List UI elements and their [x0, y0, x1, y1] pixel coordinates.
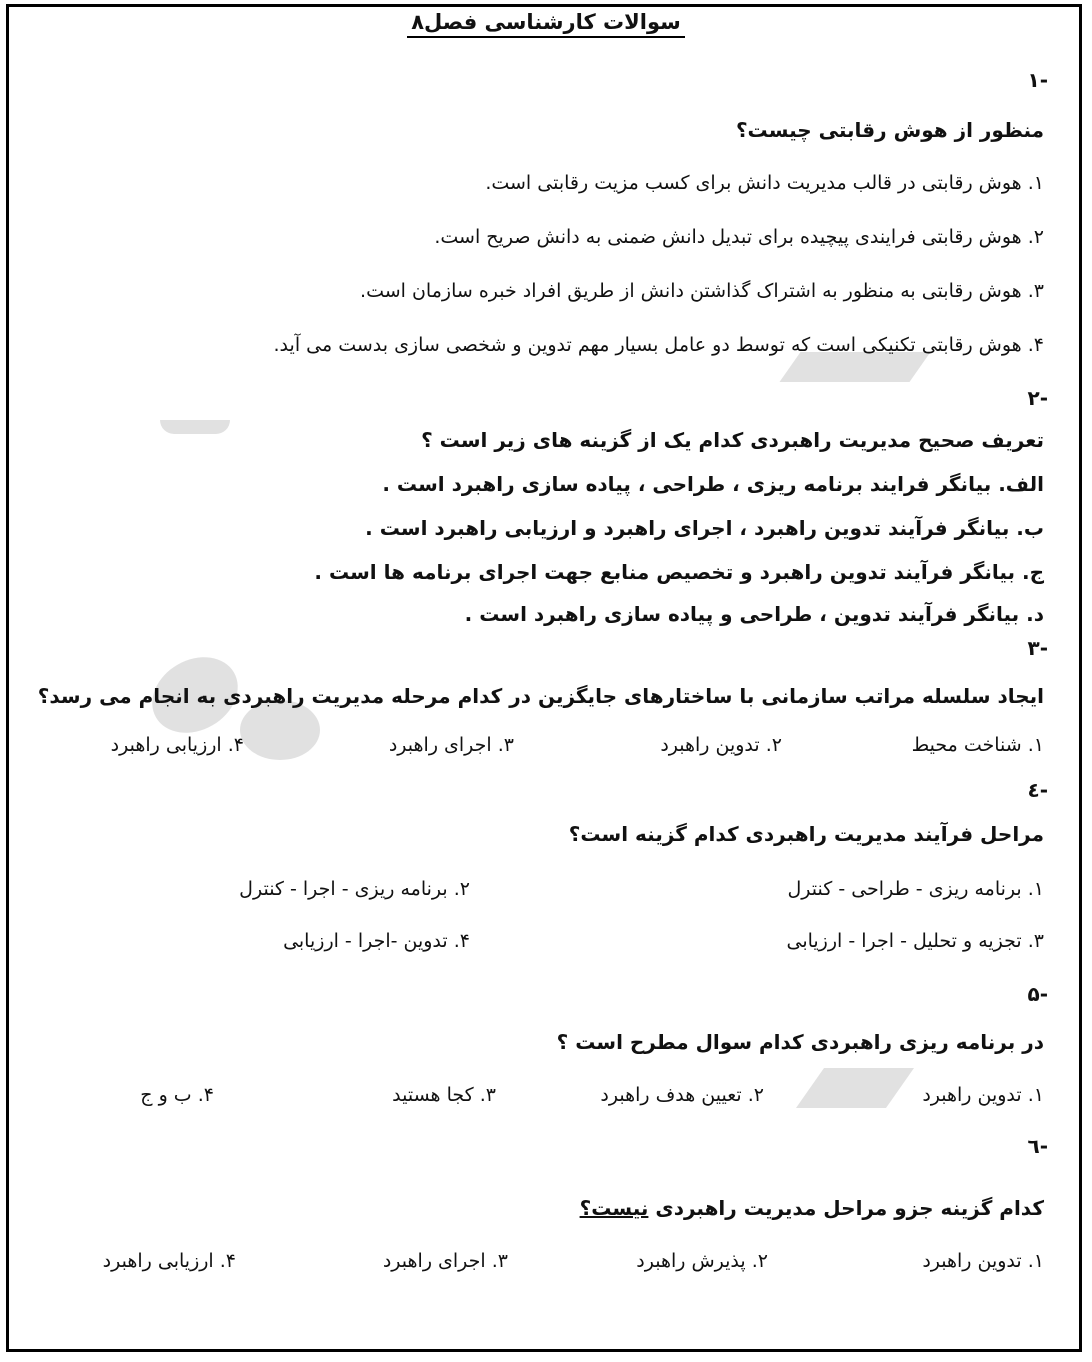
- option: ۲. تعیین هدف راهبرد: [600, 1084, 764, 1106]
- option: ۴. ب و ج: [140, 1084, 214, 1106]
- option: الف. بیانگر فرایند برنامه ریزی ، طراحی ، پیاده سازی راهبرد است .: [382, 472, 1044, 496]
- option: ۳. هوش رقابتی به منظور به اشتراک گذاشتن دانش از طریق افراد خبره سازمان است.: [360, 280, 1044, 302]
- option: ۴. هوش رقابتی تکنیکی است که توسط دو عامل بسیار مهم تدوین و شخصی سازی بدست می آید.: [273, 334, 1044, 356]
- question-number: -۲: [1027, 386, 1048, 410]
- option: ۱. تدوین راهبرد: [922, 1084, 1044, 1106]
- option: ۲. تدوین راهبرد: [660, 734, 782, 756]
- option: ۴. ارزیابی راهبرد: [110, 734, 244, 756]
- question-text: در برنامه ریزی راهبردی کدام سوال مطرح است ؟: [556, 1030, 1044, 1054]
- option: ۲. هوش رقابتی فرایندی پیچیده برای تبدیل دانش ضمنی به دانش صریح است.: [434, 226, 1044, 248]
- page-title: سوالات کارشناسی فصل۸: [0, 10, 1092, 34]
- option: ۱. تدوین راهبرد: [922, 1250, 1044, 1272]
- option: ۱. شناخت محیط: [911, 734, 1044, 756]
- question-text: کدام گزینه جزو مراحل مدیریت راهبردی نیست؟: [579, 1196, 1044, 1220]
- option: ۲. پذیرش راهبرد: [636, 1250, 768, 1272]
- question-number: -۱: [1027, 68, 1048, 92]
- option: ج. بیانگر فرآیند تدوین راهبرد و تخصیص منابع جهت اجرای برنامه ها است .: [314, 560, 1044, 584]
- option: ۴. ارزیابی راهبرد: [102, 1250, 236, 1272]
- question-number: -۳: [1027, 636, 1048, 660]
- watermark-shape: [160, 420, 230, 434]
- option: ۱. برنامه ریزی - طراحی - کنترل: [787, 878, 1044, 900]
- option: ۳. اجرای راهبرد: [382, 1250, 508, 1272]
- question-text: مراحل فرآیند مدیریت راهبردی کدام گزینه است؟: [568, 822, 1044, 846]
- question-text: تعریف صحیح مدیریت راهبردی کدام یک از گزینه های زیر است ؟: [421, 428, 1044, 452]
- question-number: -۵: [1027, 982, 1048, 1006]
- option: ۳. اجرای راهبرد: [388, 734, 514, 756]
- watermark-shape: [779, 352, 930, 382]
- option: ۲. برنامه ریزی - اجرا - کنترل: [239, 878, 470, 900]
- question-text: منظور از هوش رقابتی چیست؟: [735, 118, 1044, 142]
- option: ۳. کجا هستید: [392, 1084, 496, 1106]
- question-number: -٦: [1027, 1134, 1048, 1158]
- watermark-shape: [240, 700, 320, 760]
- question-number: -٤: [1027, 778, 1048, 802]
- option: ۳. تجزیه و تحلیل - اجرا - ارزیابی: [786, 930, 1044, 952]
- option: د. بیانگر فرآیند تدوین ، طراحی و پیاده سازی راهبرد است .: [464, 602, 1044, 626]
- option: ۴. تدوین -اجرا - ارزیابی: [283, 930, 470, 952]
- option: ۱. هوش رقابتی در قالب مدیریت دانش برای کسب مزیت رقابتی است.: [485, 172, 1044, 194]
- option: ب. بیانگر فرآیند تدوین راهبرد ، اجرای راهبرد و ارزیابی راهبرد است .: [365, 516, 1044, 540]
- question-text: ایجاد سلسله مراتب سازمانی با ساختارهای جایگزین در کدام مرحله مدیریت راهبردی به انجام می رسد؟: [37, 684, 1044, 708]
